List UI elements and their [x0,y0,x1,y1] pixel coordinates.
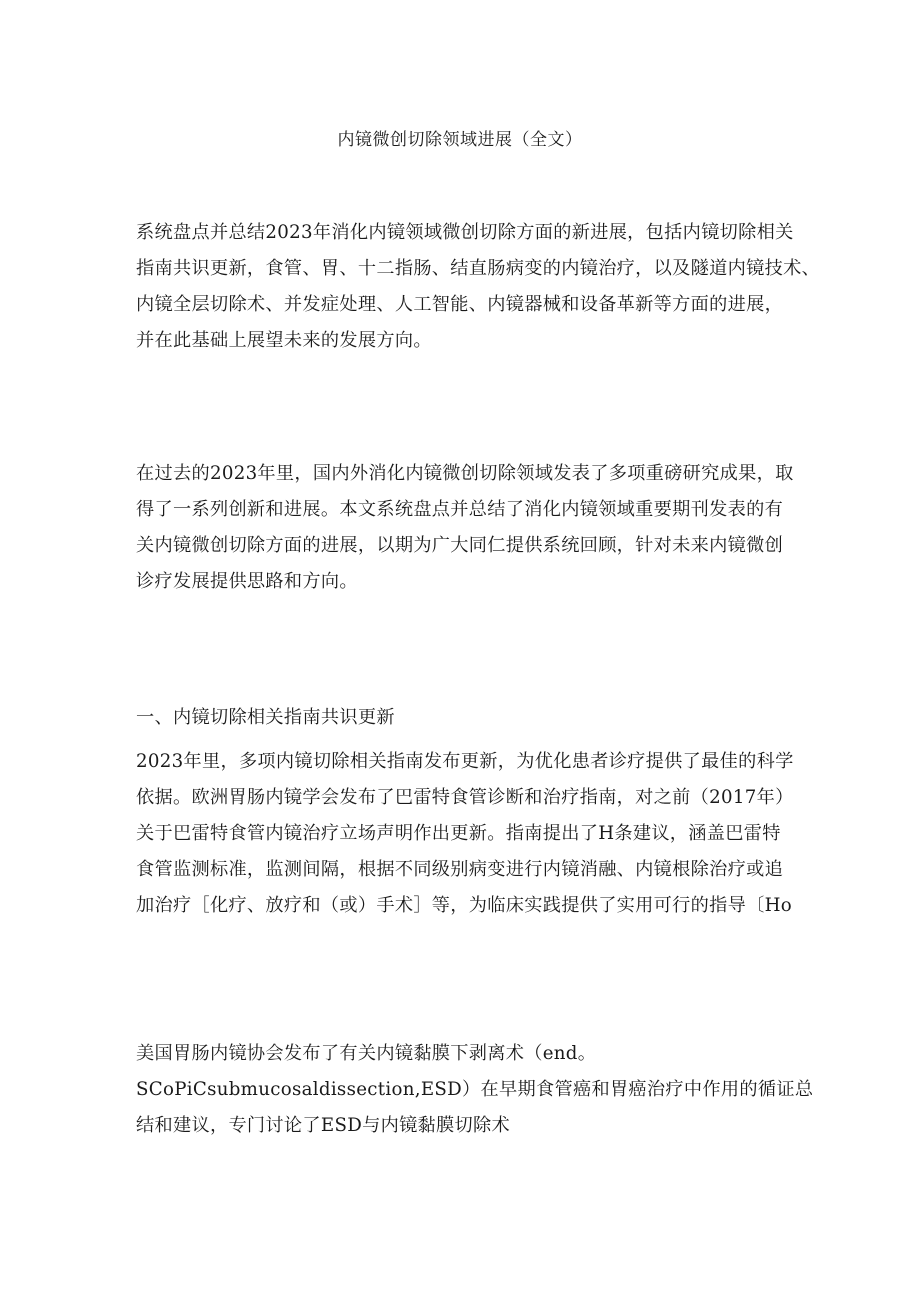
abstract-line: 系统盘点并总结2023年消化内镜领域微创切除方面的新进展，包括内镜切除相关 [136,222,794,243]
section2-line: 结和建议，专门讨论了ESD与内镜黏膜切除术 [136,1115,510,1136]
intro-line: 关内镜微创切除方面的进展，以期为广大同仁提供系统回顾，针对未来内镜微创 [136,535,784,556]
section1-line: 关于巴雷特食管内镜治疗立场声明作出更新。指南提出了H条建议，涵盖巴雷特 [136,823,781,844]
abstract-line: 内镜全层切除术、并发症处理、人工智能、内镜器械和设备革新等方面的进展， [136,294,784,315]
intro-line: 在过去的2023年里，国内外消化内镜微创切除领域发表了多项重磅研究成果，取 [136,463,794,484]
abstract-line: 指南共识更新，食管、胃、十二指肠、结直肠病变的内镜治疗，以及隧道内镜技术、 [136,258,821,279]
abstract-line: 并在此基础上展望未来的发展方向。 [136,330,432,351]
intro-paragraph [136,456,796,600]
abstract-paragraph [136,215,821,359]
intro-line: 得了一系列创新和进展。本文系统盘点并总结了消化内镜领域重要期刊发表的有 [136,499,784,520]
section2-line: SCoPiCsubmucosaldissection,ESD）在早期食管癌和胃癌治疗中作用的循证总 [136,1079,814,1100]
intro-line: 诊疗发展提供思路和方向。 [136,571,358,592]
section1-line: 2023年里，多项内镜切除相关指南发布更新，为优化患者诊疗提供了最佳的科学 [136,751,794,772]
section1-line: 食管监测标准，监测间隔，根据不同级别病变进行内镜消融、内镜根除治疗或追 [136,859,784,880]
section1-line: 加治疗［化疗、放疗和（或）手术］等，为临床实践提供了实用可行的指导〔Ho [136,895,792,916]
section1-line: 依据。欧洲胃肠内镜学会发布了巴雷特食管诊断和治疗指南，对之前（2017年） [136,787,794,808]
section1-paragraph [136,744,796,924]
document-title: 内镜微创切除领域进展（全文） [337,130,583,150]
section-heading: 一、内镜切除相关指南共识更新 [136,707,395,728]
section2-line: 美国胃肠内镜协会发布了有关内镜黏膜下剥离术（end。 [136,1043,597,1064]
section2-paragraph [136,1036,814,1144]
